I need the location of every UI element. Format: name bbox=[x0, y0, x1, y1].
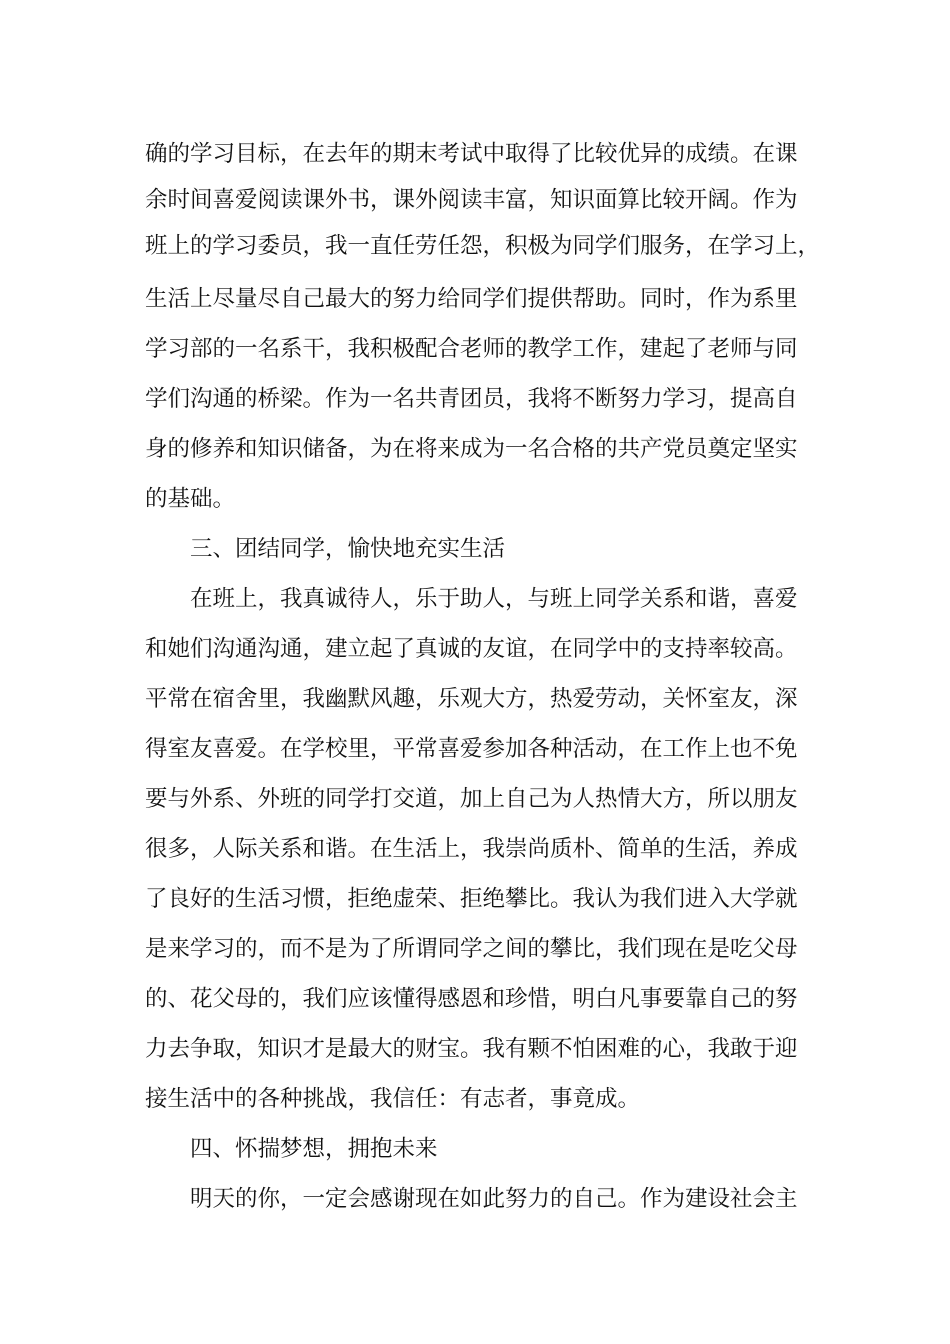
body-text-line: 学们沟通的桥梁。作为一名共青团员，我将不断努力学习，提高自 bbox=[145, 386, 798, 412]
body-text-line: 要与外系、外班的同学打交道，加上自己为人热情大方，所以朋友 bbox=[145, 786, 798, 812]
body-text-line: 班上的学习委员，我一直任劳任怨，积极为同学们服务，在学习上， bbox=[145, 233, 821, 259]
body-text-line: 学习部的一名系干，我积极配合老师的教学工作，建起了老师与同 bbox=[145, 336, 798, 362]
body-text-line: 明天的你，一定会感谢现在如此努力的自己。作为建设社会主 bbox=[190, 1186, 798, 1212]
body-text-line: 很多，人际关系和谐。在生活上，我崇尚质朴、简单的生活，养成 bbox=[145, 836, 798, 862]
section-heading: 四、怀揣梦想，拥抱未来 bbox=[190, 1136, 438, 1162]
section-heading: 三、团结同学，愉快地充实生活 bbox=[190, 536, 506, 562]
body-text-line: 了良好的生活习惯，拒绝虚荣、拒绝攀比。我认为我们进入大学就 bbox=[145, 886, 798, 912]
body-text-line: 确的学习目标，在去年的期末考试中取得了比较优异的成绩。在课 bbox=[145, 141, 798, 167]
body-text-line: 身的修养和知识储备，为在将来成为一名合格的共产党员奠定坚实 bbox=[145, 436, 798, 462]
body-text-line: 的、花父母的，我们应该懂得感恩和珍惜，明白凡事要靠自己的努 bbox=[145, 986, 798, 1012]
body-text-line: 得室友喜爱。在学校里，平常喜爱参加各种活动，在工作上也不免 bbox=[145, 736, 798, 762]
body-text-line: 在班上，我真诚待人，乐于助人，与班上同学关系和谐，喜爱 bbox=[190, 586, 798, 612]
body-text-line: 力去争取，知识才是最大的财宝。我有颗不怕困难的心，我敢于迎 bbox=[145, 1036, 798, 1062]
body-text-line: 平常在宿舍里，我幽默风趣，乐观大方，热爱劳动，关怀室友，深 bbox=[145, 686, 798, 712]
body-text-line: 余时间喜爱阅读课外书，课外阅读丰富，知识面算比较开阔。作为 bbox=[145, 187, 798, 213]
body-text-line: 生活上尽量尽自己最大的努力给同学们提供帮助。同时，作为系里 bbox=[145, 286, 798, 312]
body-text-line: 是来学习的，而不是为了所谓同学之间的攀比，我们现在是吃父母 bbox=[145, 936, 798, 962]
body-text-line: 接生活中的各种挑战，我信任：有志者，事竟成。 bbox=[145, 1086, 641, 1112]
body-text-line: 和她们沟通沟通，建立起了真诚的友谊，在同学中的支持率较高。 bbox=[145, 636, 798, 662]
body-text-line: 的基础。 bbox=[145, 486, 236, 512]
